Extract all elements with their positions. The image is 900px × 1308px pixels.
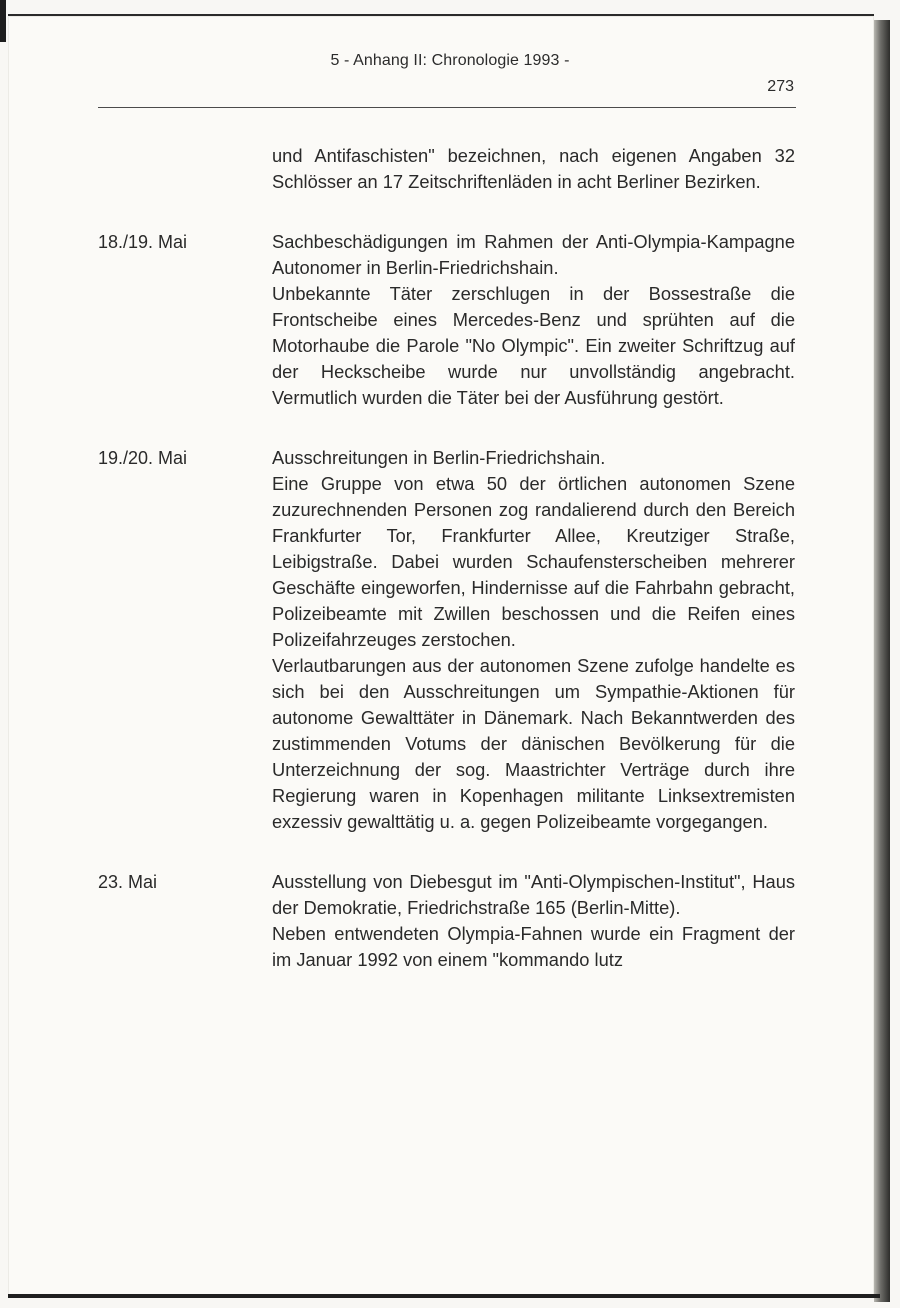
scan-bottom-edge xyxy=(8,1294,880,1298)
entry-date: 23. Mai xyxy=(98,872,158,892)
running-header-title: 5 - Anhang II: Chronologie 1993 - xyxy=(330,52,570,69)
chronology-entry-23-mai xyxy=(0,869,900,973)
entry-paragraph: Neben entwendeten Olympia-Fahnen wurde ein Fragment der im Januar 1992 von einem "kommando lutz xyxy=(272,923,795,970)
chronology-content xyxy=(0,143,900,973)
entry-paragraph: Ausstellung von Diebesgut im "Anti-Olympischen-Institut", Haus der Demokratie, Friedrichstraße 165 (Berlin-Mitte). xyxy=(272,871,795,918)
entry-paragraph: Verlautbarungen aus der autonomen Szene zufolge handelte es sich bei den Ausschreitungen um Sympathie-Aktionen für autonome Gewalttäter in Dänemark. Nach Bekanntwerden des zustimmenden Votums der dänischen Bevölkerung für die Unterzeichnung der sog. Maastrichter Verträge durch ihre Regierung waren in Kopenhagen militante Linksextremisten exzessiv gewalttätig u. a. gegen Polizeibeamte vorgegangen. xyxy=(272,655,795,832)
entry-body xyxy=(272,869,795,973)
entry-body xyxy=(272,143,795,195)
chronology-entry-19-20-mai xyxy=(0,445,900,835)
entry-paragraph: Unbekannte Täter zerschlugen in der Bossestraße die Frontscheibe eines Mercedes-Benz und sprühten auf die Motorhaube die Parole "No Olympic". Ein zweiter Schriftzug auf der Heckscheibe wurde nur unvollständig angebracht. Vermutlich wurden die Täter bei der Ausführung gestört. xyxy=(272,283,795,408)
header-rule xyxy=(98,107,796,108)
entry-body xyxy=(272,229,795,411)
entry-body xyxy=(272,445,795,835)
entry-spacing xyxy=(0,411,900,445)
entry-paragraph: Eine Gruppe von etwa 50 der örtlichen autonomen Szene zuzurechnenden Personen zog randalierend durch den Bereich Frankfurter Tor, Frankfurter Allee, Kreutziger Straße, Leibigstraße. Dabei wurden Schaufensterscheiben mehrerer Geschäfte eingeworfen, Hindernisse auf die Fahrbahn gebracht, Polizeibeamte mit Zwillen beschossen und die Reifen eines Polizeifahrzeuges zerstochen. xyxy=(272,473,795,650)
chronology-entry-continuation xyxy=(0,143,900,195)
page-number: 273 xyxy=(767,78,794,95)
entry-paragraph: und Antifaschisten" bezeichnen, nach eigenen Angaben 32 Schlösser an 17 Zeitschriftenläden in acht Berliner Bezirken. xyxy=(272,145,795,192)
entry-spacing xyxy=(0,195,900,229)
scan-edge-mark xyxy=(0,0,6,42)
chronology-entry-18-19-mai xyxy=(0,229,900,411)
entry-paragraph: Sachbeschädigungen im Rahmen der Anti-Olympia-Kampagne Autonomer in Berlin-Friedrichshain. xyxy=(272,231,795,278)
entry-paragraph: Ausschreitungen in Berlin-Friedrichshain. xyxy=(272,447,606,468)
entry-date: 18./19. Mai xyxy=(98,232,188,252)
entry-date: 19./20. Mai xyxy=(98,448,188,468)
entry-spacing xyxy=(0,835,900,869)
